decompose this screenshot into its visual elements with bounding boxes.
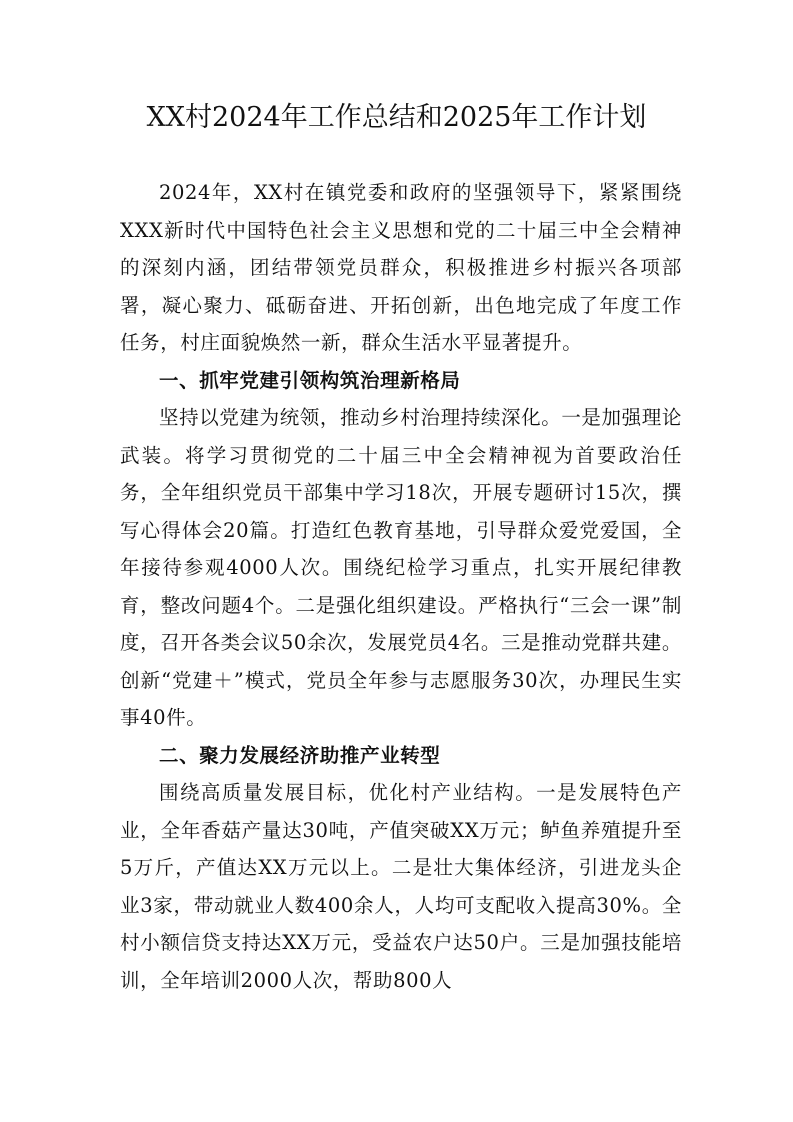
document-title: XX村2024年工作总结和2025年工作计划 [146,102,647,133]
section-body-2: 围绕高质量发展目标，优化村产业结构。一是发展特色产业，全年香菇产量达30吨，产值突破XX万元；鲈鱼养殖提升至5万斤，产值达XX万元以上。二是壮大集体经济，引进龙头企业3家，带动就业人数400余人，人均可支配收入提高30%。全村小额信贷支持达XX万元，受益农户达50户。三是加强技能培训，全年培训2000人次，帮助800人 [120,781,682,992]
section-body-1: 坚持以党建为统领，推动乡村治理持续深化。一是加强理论武装。将学习贯彻党的二十届三中全会精神视为首要政治任务，全年组织党员干部集中学习18次，开展专题研讨15次，撰写心得体会20篇。打造红色教育基地，引导群众爱党爱国，全年接待参观4000人次。围绕纪检学习重点，扎实开展纪律教育，整改问题4个。二是强化组织建设。严格执行“三会一课”制度，召开各类会议50余次，发展党员4名。三是推动党群共建。创新“党建＋”模式，党员全年参与志愿服务30次，办理民生实事40件。 [120,406,682,729]
section-heading-2: 二、聚力发展经济助推产业转型 [159,743,441,767]
section-heading-1: 一、抓牢党建引领构筑治理新格局 [159,368,461,392]
intro-paragraph: 2024年，XX村在镇党委和政府的坚强领导下，紧紧围绕XXX新时代中国特色社会主义思想和党的二十届三中全会精神的深刻内涵，团结带领党员群众，积极推进乡村振兴各项部署，凝心聚力、砥砺奋进、开拓创新，出色地完成了年度工作任务，村庄面貌焕然一新，群众生活水平显著提升。 [120,181,682,354]
document-body [120,174,682,999]
